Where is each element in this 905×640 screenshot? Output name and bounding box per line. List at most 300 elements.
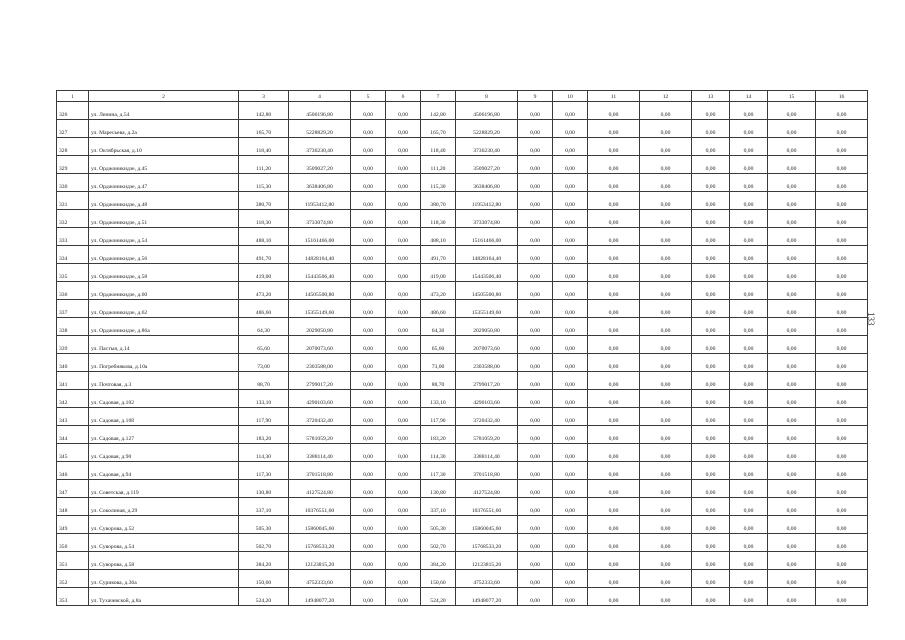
value-cell: 118,40 — [421, 138, 456, 156]
address-cell: ул. Ленина, д.54 — [89, 102, 239, 120]
value-cell: 0,00 — [553, 372, 588, 390]
value-cell: 0,00 — [816, 300, 868, 318]
value-cell: 0,00 — [730, 534, 768, 552]
table-row — [57, 282, 868, 300]
value-cell: 3388114,40 — [456, 444, 518, 462]
value-cell: 0,00 — [768, 156, 816, 174]
value-cell: 0,00 — [692, 318, 730, 336]
value-cell: 0,00 — [816, 246, 868, 264]
value-cell: 0,00 — [816, 516, 868, 534]
value-cell: 2070073,60 — [289, 336, 351, 354]
value-cell: 0,00 — [553, 102, 588, 120]
value-cell: 0,00 — [351, 480, 386, 498]
row-number-cell: 327 — [57, 120, 89, 138]
value-cell: 0,00 — [692, 372, 730, 390]
value-cell: 118,40 — [239, 138, 289, 156]
table-row — [57, 138, 868, 156]
value-cell: 0,00 — [351, 228, 386, 246]
column-number-cell: 7 — [421, 91, 456, 102]
value-cell: 0,00 — [351, 192, 386, 210]
value-cell: 10376551,60 — [456, 498, 518, 516]
value-cell: 505,30 — [421, 516, 456, 534]
register-table — [56, 90, 868, 606]
value-cell: 114,30 — [239, 444, 289, 462]
value-cell: 3736230,40 — [289, 138, 351, 156]
value-cell: 0,00 — [816, 552, 868, 570]
value-cell: 0,00 — [768, 444, 816, 462]
value-cell: 0,00 — [386, 102, 421, 120]
row-number-cell: 349 — [57, 516, 89, 534]
value-cell: 0,00 — [640, 534, 692, 552]
value-cell: 0,00 — [386, 372, 421, 390]
value-cell: 524,20 — [239, 588, 289, 606]
value-cell: 0,00 — [351, 588, 386, 606]
value-cell: 130,80 — [421, 480, 456, 498]
value-cell: 0,00 — [768, 588, 816, 606]
value-cell: 0,00 — [351, 552, 386, 570]
value-cell: 15161466,00 — [289, 228, 351, 246]
value-cell: 0,00 — [640, 264, 692, 282]
value-cell: 0,00 — [640, 246, 692, 264]
value-cell: 0,00 — [553, 408, 588, 426]
value-cell: 73,00 — [421, 354, 456, 372]
value-cell: 5228829,20 — [456, 120, 518, 138]
row-number-cell: 330 — [57, 174, 89, 192]
value-cell: 115,30 — [421, 174, 456, 192]
value-cell: 505,30 — [239, 516, 289, 534]
value-cell: 0,00 — [730, 570, 768, 588]
value-cell: 0,00 — [640, 282, 692, 300]
value-cell: 0,00 — [640, 372, 692, 390]
value-cell: 0,00 — [518, 210, 553, 228]
address-cell: ул. Орджоникидзе, д.54 — [89, 228, 239, 246]
value-cell: 0,00 — [640, 300, 692, 318]
value-cell: 0,00 — [386, 246, 421, 264]
value-cell: 0,00 — [588, 372, 640, 390]
row-number-cell: 334 — [57, 246, 89, 264]
value-cell: 142,80 — [421, 102, 456, 120]
address-cell: ул. Орджоникидзе, д.60 — [89, 282, 239, 300]
value-cell: 3720432,40 — [289, 408, 351, 426]
value-cell: 0,00 — [351, 462, 386, 480]
value-cell: 0,00 — [588, 120, 640, 138]
value-cell: 0,00 — [351, 570, 386, 588]
value-cell: 111,20 — [239, 156, 289, 174]
table-row — [57, 462, 868, 480]
table-row — [57, 354, 868, 372]
value-cell: 0,00 — [730, 156, 768, 174]
value-cell: 3733074,80 — [289, 210, 351, 228]
value-cell: 0,00 — [768, 192, 816, 210]
value-cell: 0,00 — [351, 156, 386, 174]
value-cell: 486,60 — [421, 300, 456, 318]
value-cell: 15355149,60 — [289, 300, 351, 318]
value-cell: 0,00 — [351, 120, 386, 138]
value-cell: 0,00 — [768, 480, 816, 498]
value-cell: 0,00 — [518, 408, 553, 426]
column-number-cell: 3 — [239, 91, 289, 102]
value-cell: 0,00 — [386, 156, 421, 174]
value-cell: 0,00 — [816, 192, 868, 210]
row-number-cell: 336 — [57, 282, 89, 300]
value-cell: 0,00 — [730, 264, 768, 282]
value-cell: 0,00 — [386, 336, 421, 354]
value-cell: 0,00 — [768, 408, 816, 426]
value-cell: 14948077,20 — [289, 588, 351, 606]
value-cell: 15161466,00 — [456, 228, 518, 246]
value-cell: 380,70 — [421, 192, 456, 210]
value-cell: 0,00 — [518, 534, 553, 552]
value-cell: 10376551,60 — [289, 498, 351, 516]
value-cell: 0,00 — [588, 102, 640, 120]
value-cell: 0,00 — [588, 534, 640, 552]
value-cell: 3388114,40 — [289, 444, 351, 462]
value-cell: 0,00 — [816, 534, 868, 552]
value-cell: 0,00 — [692, 516, 730, 534]
value-cell: 0,00 — [553, 354, 588, 372]
value-cell: 0,00 — [640, 444, 692, 462]
value-cell: 0,00 — [553, 138, 588, 156]
table-row — [57, 408, 868, 426]
value-cell: 0,00 — [640, 102, 692, 120]
row-number-cell: 353 — [57, 588, 89, 606]
value-cell: 0,00 — [816, 372, 868, 390]
value-cell: 0,00 — [730, 552, 768, 570]
row-number-cell: 337 — [57, 300, 89, 318]
value-cell: 0,00 — [518, 228, 553, 246]
value-cell: 118,30 — [421, 210, 456, 228]
address-cell: ул. Орджоникидзе, д.47 — [89, 174, 239, 192]
value-cell: 5228829,20 — [289, 120, 351, 138]
value-cell: 0,00 — [386, 516, 421, 534]
value-cell: 0,00 — [386, 120, 421, 138]
row-number-cell: 332 — [57, 210, 89, 228]
value-cell: 0,00 — [518, 498, 553, 516]
row-number-cell: 343 — [57, 408, 89, 426]
row-number-cell: 331 — [57, 192, 89, 210]
value-cell: 491,70 — [421, 246, 456, 264]
column-number-cell: 12 — [640, 91, 692, 102]
value-cell: 0,00 — [518, 300, 553, 318]
address-cell: ул. Орджоникидзе, д.45 — [89, 156, 239, 174]
value-cell: 4752333,60 — [456, 570, 518, 588]
value-cell: 0,00 — [640, 228, 692, 246]
value-cell: 0,00 — [816, 228, 868, 246]
value-cell: 0,00 — [588, 462, 640, 480]
value-cell: 0,00 — [588, 570, 640, 588]
value-cell: 0,00 — [730, 480, 768, 498]
value-cell: 65,60 — [239, 336, 289, 354]
value-cell: 0,00 — [692, 480, 730, 498]
value-cell: 88,70 — [421, 372, 456, 390]
value-cell: 0,00 — [730, 228, 768, 246]
value-cell: 488,10 — [421, 228, 456, 246]
column-number-cell: 13 — [692, 91, 730, 102]
value-cell: 3701518,80 — [289, 462, 351, 480]
table-row — [57, 102, 868, 120]
value-cell: 0,00 — [553, 426, 588, 444]
value-cell: 0,00 — [768, 390, 816, 408]
value-cell: 502,70 — [421, 534, 456, 552]
value-cell: 0,00 — [518, 318, 553, 336]
row-number-cell: 335 — [57, 264, 89, 282]
value-cell: 4127524,80 — [456, 480, 518, 498]
value-cell: 0,00 — [768, 426, 816, 444]
value-cell: 0,00 — [640, 120, 692, 138]
value-cell: 0,00 — [692, 426, 730, 444]
value-cell: 0,00 — [386, 390, 421, 408]
value-cell: 183,20 — [239, 426, 289, 444]
value-cell: 150,60 — [421, 570, 456, 588]
value-cell: 14505500,80 — [289, 282, 351, 300]
value-cell: 0,00 — [518, 336, 553, 354]
value-cell: 419,00 — [421, 264, 456, 282]
value-cell: 0,00 — [518, 588, 553, 606]
value-cell: 0,00 — [816, 264, 868, 282]
value-cell: 0,00 — [768, 300, 816, 318]
value-cell: 0,00 — [351, 210, 386, 228]
value-cell: 0,00 — [768, 462, 816, 480]
value-cell: 0,00 — [386, 588, 421, 606]
value-cell: 0,00 — [553, 174, 588, 192]
column-number-cell: 1 — [57, 91, 89, 102]
table-row — [57, 120, 868, 138]
value-cell: 117,90 — [421, 408, 456, 426]
address-cell: ул. Пастыя, д.14 — [89, 336, 239, 354]
value-cell: 0,00 — [553, 264, 588, 282]
value-cell: 0,00 — [768, 210, 816, 228]
value-cell: 0,00 — [768, 516, 816, 534]
value-cell: 0,00 — [768, 138, 816, 156]
value-cell: 14828164,40 — [456, 246, 518, 264]
value-cell: 0,00 — [692, 408, 730, 426]
value-cell: 0,00 — [692, 120, 730, 138]
value-cell: 0,00 — [518, 462, 553, 480]
value-cell: 0,00 — [386, 318, 421, 336]
value-cell: 0,00 — [518, 282, 553, 300]
table-row — [57, 174, 868, 192]
value-cell: 0,00 — [730, 282, 768, 300]
value-cell: 0,00 — [640, 516, 692, 534]
value-cell: 0,00 — [588, 354, 640, 372]
value-cell: 384,20 — [239, 552, 289, 570]
value-cell: 2799017,20 — [289, 372, 351, 390]
address-cell: ул. Орджоникидзе, д.86а — [89, 318, 239, 336]
row-number-cell: 347 — [57, 480, 89, 498]
value-cell: 0,00 — [553, 300, 588, 318]
address-cell: ул. Садовая, д.90 — [89, 444, 239, 462]
value-cell: 15355149,60 — [456, 300, 518, 318]
value-cell: 0,00 — [588, 426, 640, 444]
value-cell: 0,00 — [518, 480, 553, 498]
value-cell: 0,00 — [816, 462, 868, 480]
value-cell: 0,00 — [386, 462, 421, 480]
value-cell: 0,00 — [692, 498, 730, 516]
value-cell: 165,70 — [421, 120, 456, 138]
column-number-cell: 15 — [768, 91, 816, 102]
value-cell: 0,00 — [588, 264, 640, 282]
row-number-cell: 348 — [57, 498, 89, 516]
value-cell: 142,80 — [239, 102, 289, 120]
value-cell: 0,00 — [588, 516, 640, 534]
value-cell: 0,00 — [553, 588, 588, 606]
value-cell: 65,60 — [421, 336, 456, 354]
value-cell: 0,00 — [518, 192, 553, 210]
value-cell: 0,00 — [553, 318, 588, 336]
page-number: 133 — [866, 312, 876, 326]
value-cell: 3638406,80 — [289, 174, 351, 192]
value-cell: 0,00 — [386, 192, 421, 210]
value-cell: 0,00 — [730, 390, 768, 408]
value-cell: 0,00 — [588, 444, 640, 462]
value-cell: 0,00 — [692, 570, 730, 588]
value-cell: 111,20 — [421, 156, 456, 174]
value-cell: 486,60 — [239, 300, 289, 318]
value-cell: 0,00 — [518, 246, 553, 264]
value-cell: 0,00 — [351, 300, 386, 318]
value-cell: 0,00 — [640, 192, 692, 210]
table-row — [57, 300, 868, 318]
value-cell: 3720432,40 — [456, 408, 518, 426]
value-cell: 0,00 — [518, 138, 553, 156]
value-cell: 0,00 — [640, 426, 692, 444]
value-cell: 0,00 — [768, 228, 816, 246]
row-number-cell: 352 — [57, 570, 89, 588]
column-number-cell: 8 — [456, 91, 518, 102]
row-number-cell: 351 — [57, 552, 89, 570]
row-number-cell: 342 — [57, 390, 89, 408]
value-cell: 0,00 — [730, 318, 768, 336]
address-cell: ул. Орджоникидзе, д.62 — [89, 300, 239, 318]
value-cell: 0,00 — [351, 372, 386, 390]
value-cell: 3509027,20 — [289, 156, 351, 174]
value-cell: 0,00 — [692, 102, 730, 120]
value-cell: 0,00 — [692, 462, 730, 480]
value-cell: 0,00 — [730, 498, 768, 516]
value-cell: 337,10 — [421, 498, 456, 516]
value-cell: 2799017,20 — [456, 372, 518, 390]
row-number-cell: 328 — [57, 138, 89, 156]
value-cell: 0,00 — [553, 210, 588, 228]
value-cell: 473,20 — [421, 282, 456, 300]
value-cell: 88,70 — [239, 372, 289, 390]
value-cell: 419,00 — [239, 264, 289, 282]
value-cell: 0,00 — [518, 120, 553, 138]
value-cell: 502,70 — [239, 534, 289, 552]
table-row — [57, 444, 868, 462]
address-cell: ул. Орджоникидзе, д.58 — [89, 264, 239, 282]
value-cell: 0,00 — [588, 588, 640, 606]
table-row — [57, 426, 868, 444]
value-cell: 524,20 — [421, 588, 456, 606]
value-cell: 0,00 — [640, 138, 692, 156]
value-cell: 0,00 — [588, 408, 640, 426]
value-cell: 0,00 — [518, 444, 553, 462]
value-cell: 0,00 — [640, 570, 692, 588]
value-cell: 4127524,80 — [289, 480, 351, 498]
value-cell: 0,00 — [553, 444, 588, 462]
value-cell: 0,00 — [553, 480, 588, 498]
row-number-cell: 333 — [57, 228, 89, 246]
value-cell: 0,00 — [640, 354, 692, 372]
value-cell: 0,00 — [692, 534, 730, 552]
value-cell: 114,30 — [421, 444, 456, 462]
value-cell: 0,00 — [816, 570, 868, 588]
value-cell: 0,00 — [588, 498, 640, 516]
value-cell: 0,00 — [816, 120, 868, 138]
value-cell: 0,00 — [768, 354, 816, 372]
value-cell: 0,00 — [553, 516, 588, 534]
value-cell: 0,00 — [640, 210, 692, 228]
address-cell: ул. Орджоникидзе, д.51 — [89, 210, 239, 228]
value-cell: 0,00 — [351, 102, 386, 120]
row-number-cell: 326 — [57, 102, 89, 120]
value-cell: 2029050,80 — [456, 318, 518, 336]
row-number-cell: 340 — [57, 354, 89, 372]
value-cell: 4290103,60 — [289, 390, 351, 408]
address-cell: ул. Орджоникидзе, д.56 — [89, 246, 239, 264]
value-cell: 0,00 — [553, 156, 588, 174]
value-cell: 0,00 — [351, 282, 386, 300]
value-cell: 0,00 — [730, 138, 768, 156]
value-cell: 0,00 — [351, 516, 386, 534]
value-cell: 0,00 — [588, 282, 640, 300]
value-cell: 0,00 — [816, 210, 868, 228]
value-cell: 0,00 — [730, 408, 768, 426]
address-cell: ул. Октябрьская, д.10 — [89, 138, 239, 156]
value-cell: 3638406,80 — [456, 174, 518, 192]
column-number-cell: 2 — [89, 91, 239, 102]
table-row — [57, 372, 868, 390]
value-cell: 0,00 — [768, 102, 816, 120]
value-cell: 0,00 — [692, 156, 730, 174]
value-cell: 0,00 — [518, 156, 553, 174]
value-cell: 0,00 — [768, 174, 816, 192]
value-cell: 0,00 — [553, 120, 588, 138]
value-cell: 0,00 — [351, 426, 386, 444]
column-number-cell: 5 — [351, 91, 386, 102]
value-cell: 0,00 — [351, 498, 386, 516]
value-cell: 0,00 — [588, 192, 640, 210]
column-number-cell: 14 — [730, 91, 768, 102]
value-cell: 0,00 — [386, 498, 421, 516]
value-cell: 0,00 — [518, 390, 553, 408]
value-cell: 0,00 — [588, 318, 640, 336]
value-cell: 0,00 — [588, 174, 640, 192]
value-cell: 15443506,40 — [289, 264, 351, 282]
column-number-cell: 6 — [386, 91, 421, 102]
value-cell: 0,00 — [640, 552, 692, 570]
value-cell: 0,00 — [768, 318, 816, 336]
value-cell: 0,00 — [386, 264, 421, 282]
value-cell: 384,20 — [421, 552, 456, 570]
value-cell: 0,00 — [692, 444, 730, 462]
value-cell: 0,00 — [692, 282, 730, 300]
value-cell: 0,00 — [351, 390, 386, 408]
row-number-cell: 346 — [57, 462, 89, 480]
value-cell: 0,00 — [768, 336, 816, 354]
row-number-cell: 338 — [57, 318, 89, 336]
value-cell: 0,00 — [386, 300, 421, 318]
address-cell: ул. Соколиная, д.29 — [89, 498, 239, 516]
value-cell: 11953412,80 — [289, 192, 351, 210]
value-cell: 0,00 — [351, 444, 386, 462]
value-cell: 380,70 — [239, 192, 289, 210]
address-cell: ул. Суворова, д.58 — [89, 552, 239, 570]
value-cell: 0,00 — [730, 516, 768, 534]
value-cell: 0,00 — [816, 354, 868, 372]
value-cell: 0,00 — [351, 246, 386, 264]
